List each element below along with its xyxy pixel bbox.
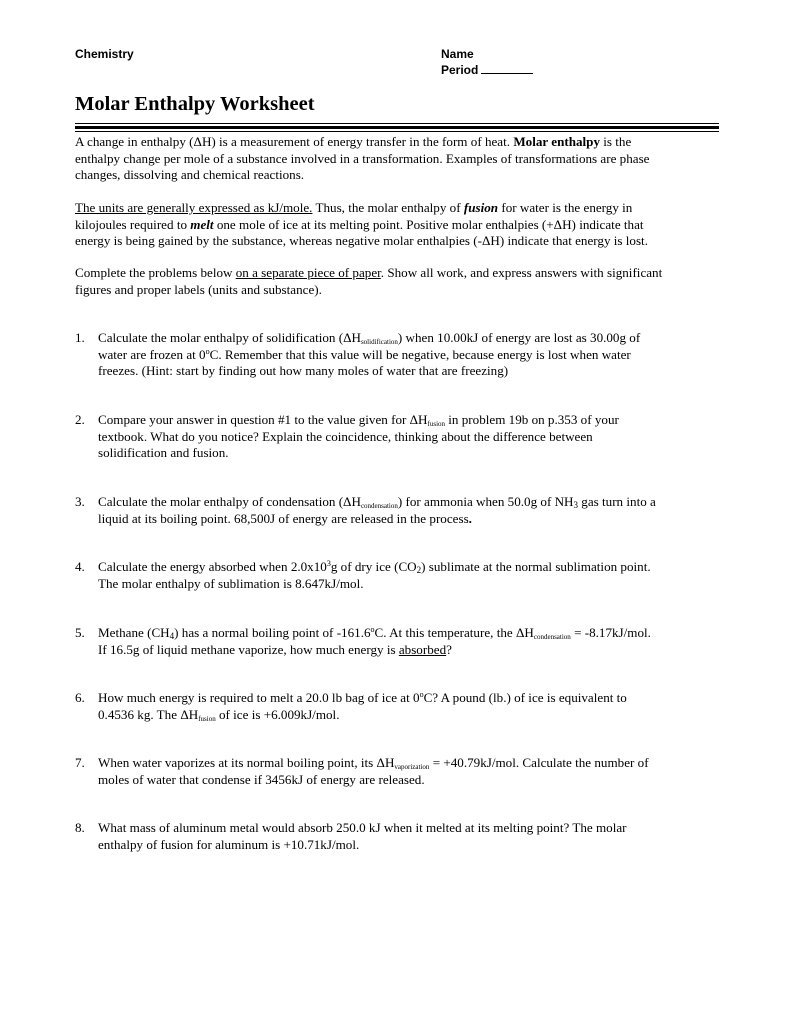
text-line <box>98 347 640 364</box>
text-span: is the <box>600 134 632 149</box>
text-line <box>98 625 651 642</box>
title-rule-bottom <box>75 131 719 132</box>
text-span: If 16.5g of liquid methane vaporize, how much energy is <box>98 641 399 657</box>
text-span: Compare your answer in question #1 to the value given for ΔH <box>98 412 428 427</box>
text-line: freezes. (Hint: start by finding out how many moles of water that are freezing) <box>98 363 509 378</box>
degree-superscript: o <box>370 625 375 634</box>
question-number: 5. <box>75 625 85 640</box>
text-span: How much energy is required to melt a 20.0 lb bag of ice at 0 <box>98 690 420 705</box>
text-line <box>98 494 656 511</box>
text-line: energy is being gained by the substance, whereas negative molar enthalpies (-ΔH) indicate that energy is lost. <box>75 233 648 248</box>
text-line: enthalpy change per mole of a substance involved in a transformation. Examples of transformations are phase <box>75 150 650 166</box>
text-span: . <box>468 510 472 526</box>
subscript: fusion <box>198 714 216 723</box>
text-line: What mass of aluminum metal would absorb 250.0 kJ when it melted at its melting point? The molar <box>98 820 627 835</box>
subscript: fusion <box>427 420 446 428</box>
text-span: ) for ammonia when 50.0g of NH <box>397 494 574 509</box>
text-span: kilojoules required to <box>75 216 191 232</box>
text-span: in problem 19b on p.353 of your <box>445 412 619 427</box>
subscript: vaporization <box>394 763 430 771</box>
text-span: Thus, the molar enthalpy of <box>312 200 464 215</box>
question-number: 8. <box>75 820 85 835</box>
text-span: ) sublimate at the normal sublimation point. <box>421 559 651 574</box>
text-span: Calculate the molar enthalpy of condensation (ΔH <box>98 494 361 509</box>
text-line: enthalpy of fusion for aluminum is +10.71kJ/mol. <box>98 836 360 852</box>
title-rule-thick <box>75 126 719 129</box>
text-span: C. Remember that this value will be negative, because energy is lost when water <box>209 346 631 362</box>
text-span: C. At this temperature, the ΔH <box>374 625 534 640</box>
text-line <box>98 559 651 576</box>
text-span: for water is the energy in <box>498 200 633 215</box>
question-text <box>98 412 619 462</box>
text-line: solidification and fusion. <box>98 445 229 460</box>
degree-superscript: o <box>205 346 210 356</box>
subscript: 3 <box>573 500 579 510</box>
text-line: textbook. What do you notice? Explain the coincidence, thinking about the difference between <box>98 428 593 444</box>
text-span: gas turn into a <box>578 494 656 509</box>
text-span: g of dry ice (CO <box>330 559 417 574</box>
period-field <box>441 62 533 77</box>
question-number: 4. <box>75 559 85 574</box>
exponent-superscript: 3 <box>326 559 331 568</box>
melt-term: melt <box>190 216 214 232</box>
molar-enthalpy-term: Molar enthalpy <box>513 134 601 149</box>
text-span: C? A pound (lb.) of ice is equivalent to <box>423 690 627 705</box>
text-span: water are frozen at 0 <box>98 346 206 362</box>
text-line: figures and proper labels (units and substance). <box>75 281 322 297</box>
text-span: = -8.17kJ/mol. <box>570 625 651 640</box>
question-number: 1. <box>75 330 85 345</box>
subscript: solidification <box>360 338 398 346</box>
text-span: Methane (CH <box>98 625 170 640</box>
question-text <box>98 820 627 853</box>
question-text <box>98 494 656 527</box>
text-span: When water vaporizes at its normal boiling point, its ΔH <box>98 755 395 770</box>
degree-superscript: o <box>419 690 424 699</box>
text-line <box>75 200 725 217</box>
subject-label: Chemistry <box>75 47 134 61</box>
page-title: Molar Enthalpy Worksheet <box>75 93 315 115</box>
text-span: Complete the problems below <box>75 265 236 280</box>
text-span: Calculate the energy absorbed when 2.0x10 <box>98 559 327 574</box>
question-number: 2. <box>75 412 85 427</box>
text-span: ) when 10.00kJ of energy are lost as 30.00g of <box>397 330 641 345</box>
text-span: 0.4536 kg. The ΔH <box>98 706 199 722</box>
question-text <box>98 330 640 380</box>
intro-paragraph-units <box>75 200 725 250</box>
text-span: Calculate the molar enthalpy of solidification (ΔH <box>98 330 361 345</box>
text-line: moles of water that condense if 3456kJ of energy are released. <box>98 771 425 787</box>
text-span: ? <box>446 641 452 657</box>
text-line <box>98 755 649 772</box>
subscript: 2 <box>416 565 422 575</box>
units-statement: The units are generally expressed as kJ/mole. <box>75 200 313 215</box>
instructions-paragraph <box>75 265 725 298</box>
text-line <box>98 412 619 429</box>
subscript: 4 <box>169 631 175 641</box>
text-line <box>98 690 627 707</box>
text-span: liquid at its boiling point. 68,500J of energy are released in the process <box>98 510 469 526</box>
intro-paragraph-enthalpy <box>75 134 725 184</box>
question-text <box>98 755 649 788</box>
text-span: ) has a normal boiling point of -161.6 <box>174 625 371 640</box>
text-line <box>75 265 725 282</box>
text-span: of ice is +6.009kJ/mol. <box>215 706 340 722</box>
text-line <box>98 642 651 659</box>
subscript: condensation <box>360 502 398 510</box>
text-line: changes, dissolving and chemical reactions. <box>75 167 305 182</box>
question-number: 6. <box>75 690 85 705</box>
fusion-term: fusion <box>463 200 499 215</box>
text-line <box>75 134 725 151</box>
text-line <box>98 511 656 528</box>
question-number: 3. <box>75 494 85 509</box>
text-span: one mole of ice at its melting point. Positive molar enthalpies (+ΔH) indicate that <box>213 216 644 232</box>
subscript: condensation <box>533 633 571 641</box>
question-text <box>98 690 627 723</box>
question-number: 7. <box>75 755 85 770</box>
separate-paper-phrase: on a separate piece of paper <box>235 265 381 280</box>
text-span: = +40.79kJ/mol. Calculate the number of <box>429 755 649 770</box>
text-line <box>75 217 725 234</box>
text-line <box>98 330 640 347</box>
question-text <box>98 625 651 658</box>
name-label: Name <box>441 47 474 61</box>
question-text <box>98 559 651 592</box>
period-label: Period <box>441 63 479 77</box>
absorbed-word: absorbed <box>398 641 447 657</box>
text-line: The molar enthalpy of sublimation is 8.647kJ/mol. <box>98 575 364 591</box>
text-span: . Show all work, and express answers with significant <box>380 265 663 280</box>
title-rule-top <box>75 123 719 124</box>
period-blank-line <box>481 62 533 74</box>
text-line <box>98 707 627 724</box>
text-span: A change in enthalpy (ΔH) is a measurement of energy transfer in the form of heat. <box>75 134 514 149</box>
